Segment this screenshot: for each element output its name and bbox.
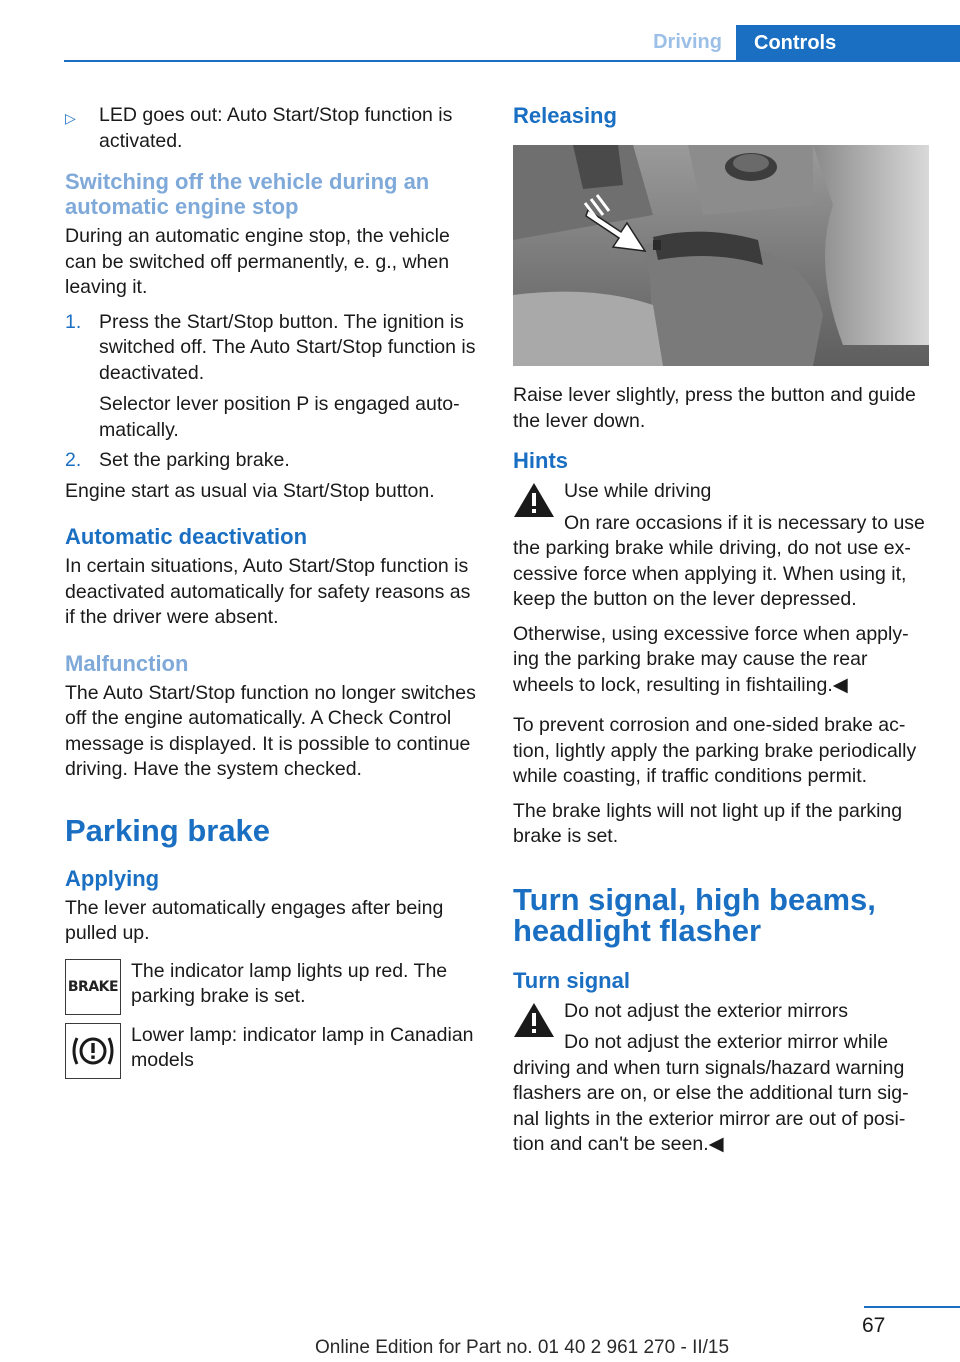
heading-releasing: Releasing [513,103,617,128]
warning-exterior-mirrors [513,999,929,1158]
bullet-marker-icon: ▷ [65,110,76,126]
bullet-item [65,103,483,154]
malfunction-text: The Auto Start/Stop function no longer switches off the engine automatically. A Check Control message is displayed. It is possible to continue driving. Have the system checked. [65,681,476,780]
brake-indicator-label: BRAKE [67,978,119,995]
hint-brake-lights-text: The brake lights will not light up if the parking brake is set. [513,799,903,847]
heading-switching-off: Switching off the vehicle during an automatic engine stop [65,169,430,219]
step-text: Press the Start/Stop button. The ignition is switched off. The Auto Start/Stop function is deactivated. [99,310,476,384]
canadian-brake-indicator-icon [65,1023,121,1079]
step-content [99,310,483,444]
canada-lamp-text: Lower lamp: indicator lamp in Canadian models [131,1023,474,1071]
heading-applying: Applying [65,865,160,891]
heading-hints: Hints [513,448,568,473]
step-number: 1. [65,310,82,333]
warning-title: Use while driving [564,480,712,502]
automatic-deactivation-text: In certain situations, Auto Start/Stop function is deactivated automatically for safety reasons as if the driver were absent. [65,555,471,628]
page-number: 67 [862,1314,886,1337]
warning-title: Do not adjust the exterior mirrors [564,999,848,1022]
switching-off-text: During an automatic engine stop, the vehicle can be switched off permanently, e. g., when leaving it. [65,225,450,298]
footer-edition: Online Edition for Part no. 01 40 2 961 270 - II/15 [315,1337,730,1358]
bullet-text: LED goes out: Auto Start/Stop function is activated. [99,104,453,152]
step-subtext: Selector lever position P is engaged auto‐matically. [99,393,460,441]
hint-otherwise-text: Otherwise, using excessive force when apply‐ing the parking brake may cause the rear wheels to lock, resulting in fishtailing.◀ [513,622,909,696]
step-item [65,310,483,444]
steps-list [65,310,483,474]
applying-text: The lever automatically engages after being pulled up. [65,896,444,944]
step-item [65,448,483,474]
step-number: 2. [65,449,82,471]
heading-automatic-deactivation: Automatic deactivation [65,524,308,549]
warning-body: Do not adjust the exterior mirror while driving and when turn signals/hazard warning flashers are on, or else the additional turn sig‐nal lights in the exterior mirror are out of posi‐tion and can't be seen.◀ [513,1031,909,1155]
warning-use-while-driving [513,479,929,613]
parking-brake-photo [513,145,929,366]
heading-turn-signal-section: Turn signal, high beams, headlight flasher [513,881,876,948]
releasing-text: Raise lever slightly, press the button and guide the lever down. [513,384,916,432]
warning-triangle-icon [513,481,555,519]
heading-malfunction: Malfunction [65,650,189,676]
brake-lamp-text: The indicator lamp lights up red. The parking brake is set. [131,959,448,1007]
canada-lamp-row [65,1023,483,1079]
brake-lamp-row [65,959,483,1015]
hint-corrosion-text: To prevent corrosion and one-sided brake ac‐tion, lightly apply the parking brake periodically while coasting, if traffic conditions permit. [513,714,917,787]
engine-start-text: Engine start as usual via Start/Stop button. [65,479,435,502]
heading-parking-brake: Parking brake [65,812,271,848]
right-column [513,103,929,1158]
header-chapter-controls[interactable]: Controls [736,25,960,62]
header-rule [64,60,960,62]
heading-turn-signal: Turn signal [513,967,630,993]
brake-indicator-icon [65,959,121,1015]
warning-triangle-icon [513,1001,555,1039]
step-text: Set the parking brake. [99,449,290,471]
warning-body: On rare occasions if it is necessary to use the parking brake while driving, do not use ex‐cessive force when applying it. When using it, keep the button on the lever depressed. [513,511,925,610]
footer-rule [864,1306,960,1308]
left-column [65,103,483,1087]
header-section-driving[interactable]: Driving [653,31,722,53]
